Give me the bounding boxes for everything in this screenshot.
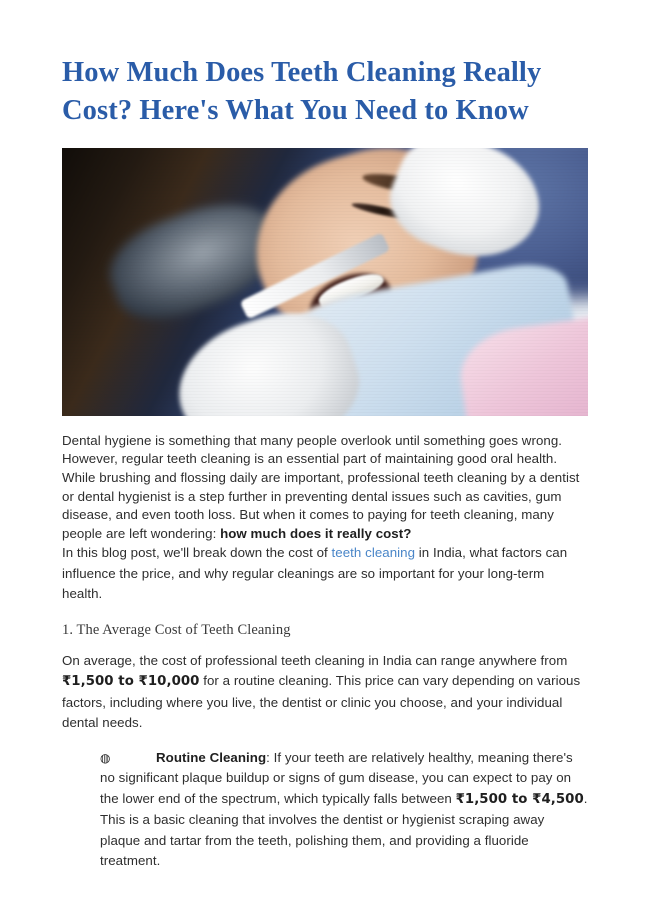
- list-item: [100, 748, 588, 872]
- photo-grain-overlay: [62, 148, 588, 416]
- teeth-cleaning-link[interactable]: teeth cleaning: [331, 545, 416, 561]
- hero-photo: [62, 148, 588, 416]
- blog-text-before-link: In this blog post, we'll break down the cost of: [62, 545, 332, 561]
- bullet-list: [62, 748, 588, 872]
- average-cost-paragraph: [62, 651, 588, 734]
- intro-text: Dental hygiene is something that many people overlook until something goes wrong. However, regular teeth cleaning is an essential part of maintaining good oral health. While brushing and flossing daily are important, professional teeth cleaning by a dentist or dental hygienist is a step further in preventing dental issues such as cavities, gum disease, and even tooth loss. But when it comes to paying for teeth cleaning, many people are left wondering:: [62, 432, 580, 541]
- hero-image: [62, 148, 588, 416]
- page-title: How Much Does Teeth Cleaning Really Cost? Here's What You Need to Know: [62, 57, 542, 126]
- intro-emphasis: how much does it really cost?: [220, 525, 412, 541]
- section-heading-average-cost: 1. The Average Cost of Teeth Cleaning: [62, 621, 291, 638]
- average-cost-text-1: On average, the cost of professional teeth cleaning in India can range anywhere from: [62, 652, 568, 668]
- average-cost-text-2: for a routine cleaning. This price can vary depending on various factors, including where you live, the dentist or clinic you choose, and your individual dental needs.: [62, 673, 581, 731]
- list-item-text-1: : If your teeth are relatively healthy, meaning there's no significant plaque buildup or signs of gum disease, you can expect to pay on the lower end of the spectrum, which typically falls between: [100, 749, 573, 806]
- list-item-text-2: . This is a basic cleaning that involves the dentist or hygienist scraping away plaque and tartar from the teeth, polishing them, and providing a fluoride treatment.: [100, 790, 588, 869]
- bullet-wingding-circle-icon: ◍: [100, 750, 111, 765]
- intro-paragraph: [62, 432, 588, 544]
- blog-intro-paragraph: [62, 543, 588, 605]
- blog-text-after-link: in India, what factors can influence the price, and why regular cleanings are so important for your long-term health.: [62, 545, 568, 602]
- list-item-term: Routine Cleaning: [156, 749, 267, 765]
- list-item-price-range: ₹1,500 to ₹4,500: [455, 791, 584, 807]
- average-cost-price-range: ₹1,500 to ₹10,000: [62, 674, 200, 690]
